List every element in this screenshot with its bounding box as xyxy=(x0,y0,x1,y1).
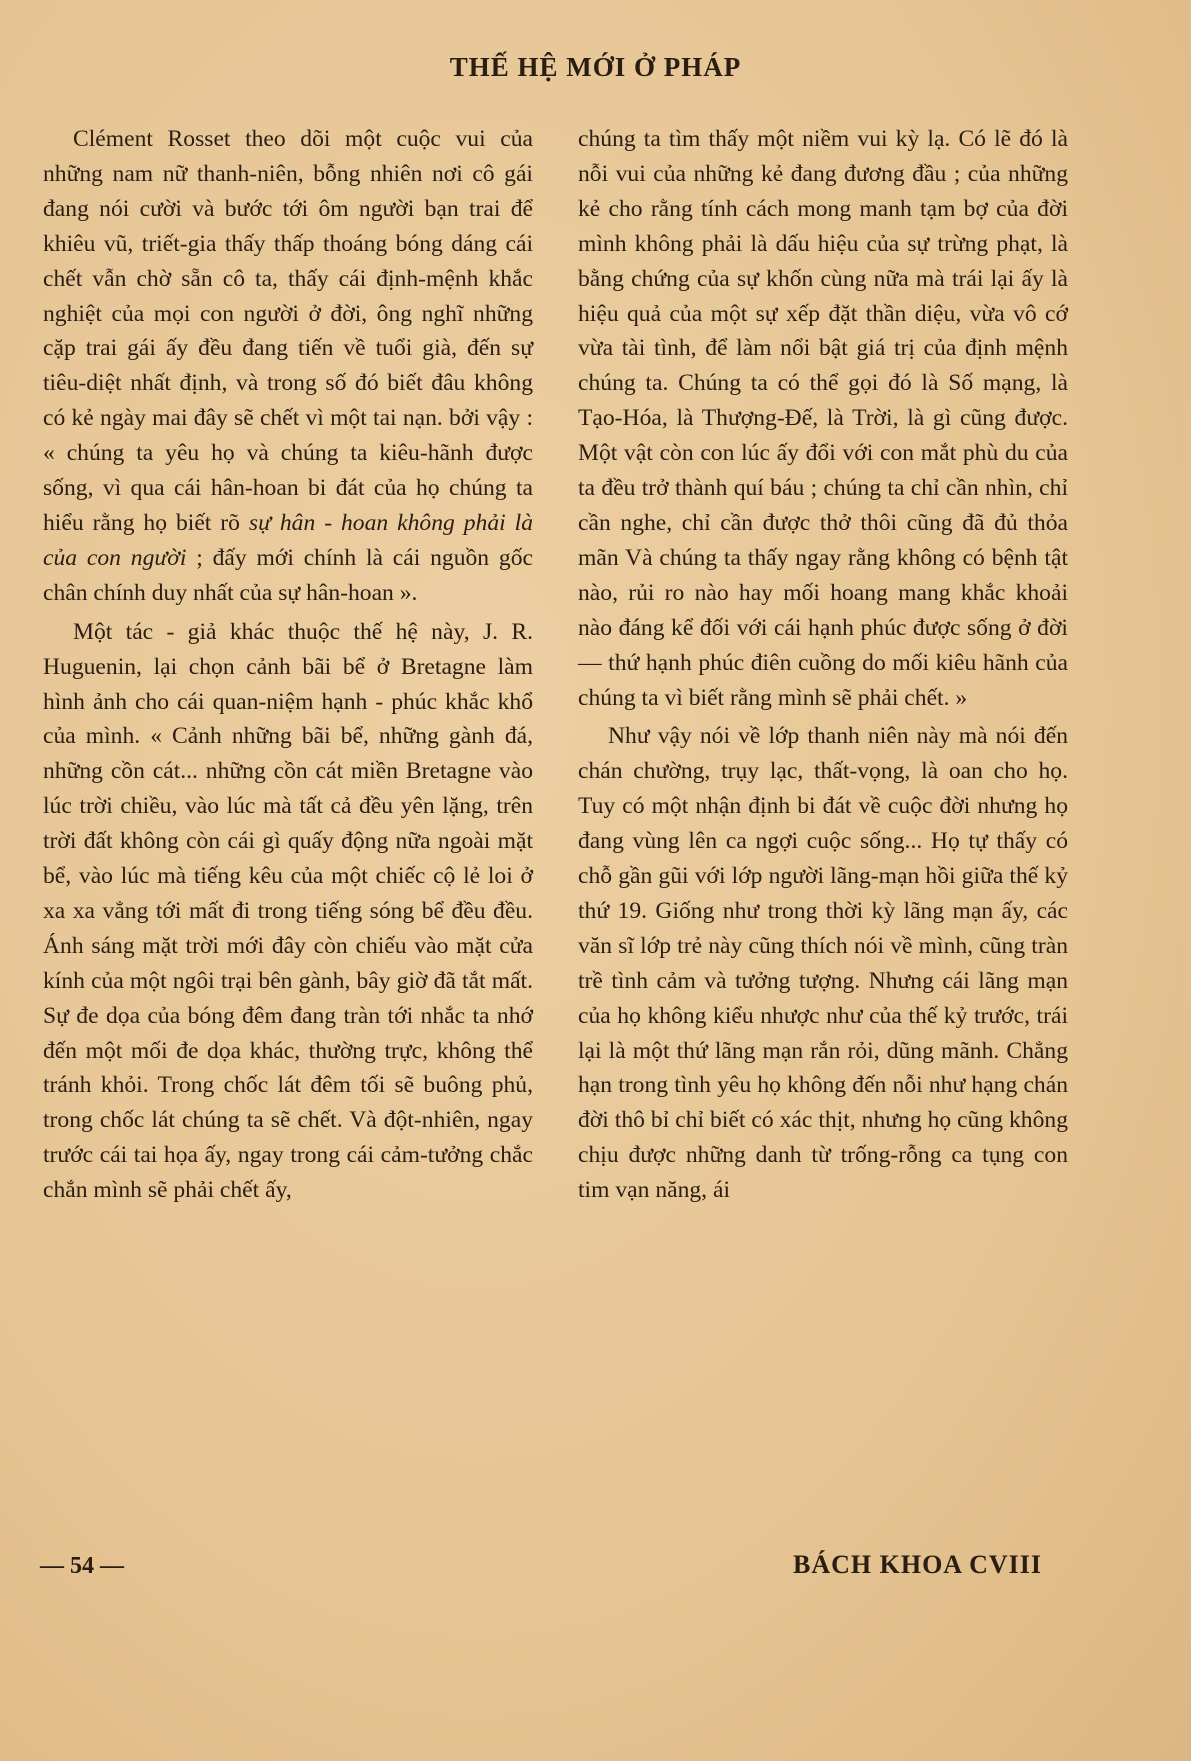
left-paragraph-1-emphasis: sự hân - hoan không phải là của con người xyxy=(43,509,533,571)
page-number: — 54 — xyxy=(40,1553,124,1579)
right-column xyxy=(578,122,1068,1208)
left-paragraph-1 xyxy=(43,122,533,611)
left-paragraph-1-text: Clément Rosset theo dõi một cuộc vui của những nam nữ thanh-niên, bỗng nhiên nơi cô gái đang nói cười và bước tới ôm người bạn trai để khiêu vũ, triết-gia thấy thấp thoáng bóng dáng cái chết vẫn chờ sẵn cô ta, thấy cái định-mệnh khắc nghiệt của mọi con người ở đời, ông nghĩ những cặp trai gái ấy đều đang tiến về tuổi già, đến sự tiêu-diệt nhất định, và trong số đó biết đâu không có kẻ ngày mai đây sẽ chết vì một tai nạn. bởi vậy : « chúng ta yêu họ và chúng ta kiêu-hãnh được sống, vì qua cái hân-hoan bi đát của họ chúng ta hiểu rằng họ biết rõ xyxy=(43,126,533,536)
left-paragraph-2: Một tác - giả khác thuộc thế hệ này, J. R. Huguenin, lại chọn cảnh bãi bể ở Bretagne làm hình ảnh cho cái quan-niệm hạnh - phúc khắc khổ của mình. « Cảnh những bãi bể, những gành đá, những cồn cát... những cồn cát miền Bretagne vào lúc trời chiều, vào lúc mà tất cả đều yên lặng, trên trời đất không còn cái gì quấy động nữa ngoài mặt bể, vào lúc mà tiếng kêu của một chiếc cộ lẻ loi ở xa xa vẳng tới mất đi trong tiếng sóng bể đều đều. Ánh sáng mặt trời mới đây còn chiếu vào mặt cửa kính của một ngôi trại bên gành, bây giờ đã tắt mất. Sự đe dọa của bóng đêm đang tràn tới nhắc ta nhớ đến một mối đe dọa khác, thường trực, không thể tránh khỏi. Trong chốc lát đêm tối sẽ buông phủ, trong chốc lát chúng ta sẽ chết. Và đột-nhiên, ngay trước cái tai họa ấy, ngay trong cái cảm-tưởng chắc chắn mình sẽ phải chết ấy, xyxy=(43,618,533,1204)
left-paragraph-1-end: ; đấy mới chính là cái nguồn gốc chân chính duy nhất của sự hân-hoan ». xyxy=(43,544,533,606)
left-column xyxy=(43,122,533,1208)
right-paragraph-1: chúng ta tìm thấy một niềm vui kỳ lạ. Có lẽ đó là nỗi vui của những kẻ đang đương đầu ; của những kẻ cho rằng tính cách mong manh tạm bợ của đời mình không phải là dấu hiệu của sự trừng phạt, là bằng chứng của sự khốn cùng nữa mà trái lại ấy là hiệu quả của một sự xếp đặt thần diệu, vừa vô cớ vừa tài tình, để làm nổi bật giá trị của định mệnh chúng ta. Chúng ta có thể gọi đó là Số mạng, là Tạo-Hóa, là Thượng-Đế, là Trời, là gì cũng được. Một vật còn con lúc ấy đổi với con mắt phù du của ta đều trở thành quí báu ; chúng ta chỉ cần nhìn, chỉ cần nghe, chỉ cần được thở thôi cũng đã đủ thỏa mãn Và chúng ta thấy ngay rằng không có bệnh tật nào, rủi ro nào hay mối hoang mang khắc khoải nào đáng kể đối với cái hạnh phúc được sống ở đời — thứ hạnh phúc điên cuồng do mối kiêu hãnh của chúng ta vì biết rằng mình sẽ phải chết. » xyxy=(578,126,1068,711)
publication-footer: BÁCH KHOA CVIII xyxy=(793,1550,1043,1579)
right-paragraph-2: Như vậy nói về lớp thanh niên này mà nói đến chán chường, trụy lạc, thất-vọng, là oan cho họ. Tuy có một nhận định bi đát về cuộc đời nhưng họ đang vùng lên ca ngợi cuộc sống... Họ tự thấy có chỗ gần gũi với lớp người lãng-mạn hồi giữa thế kỷ thứ 19. Giống như trong thời kỳ lãng mạn ấy, các văn sĩ lớp trẻ này cũng thích nói về mình, cũng tràn trề tình cảm và tưởng tượng. Nhưng cái lãng mạn của họ không kiểu nhược như của thế kỷ trước, trái lại là một thứ lãng mạn rắn rỏi, dũng mãnh. Chẳng hạn trong tình yêu họ không đến nỗi như hạng chán đời thô bỉ chỉ biết có xác thịt, nhưng họ cũng không chịu được những danh từ trống-rỗng ca tụng con tim vạn năng, ái xyxy=(578,723,1068,1204)
running-header: THẾ HỆ MỚI Ở PHÁP xyxy=(449,52,742,82)
